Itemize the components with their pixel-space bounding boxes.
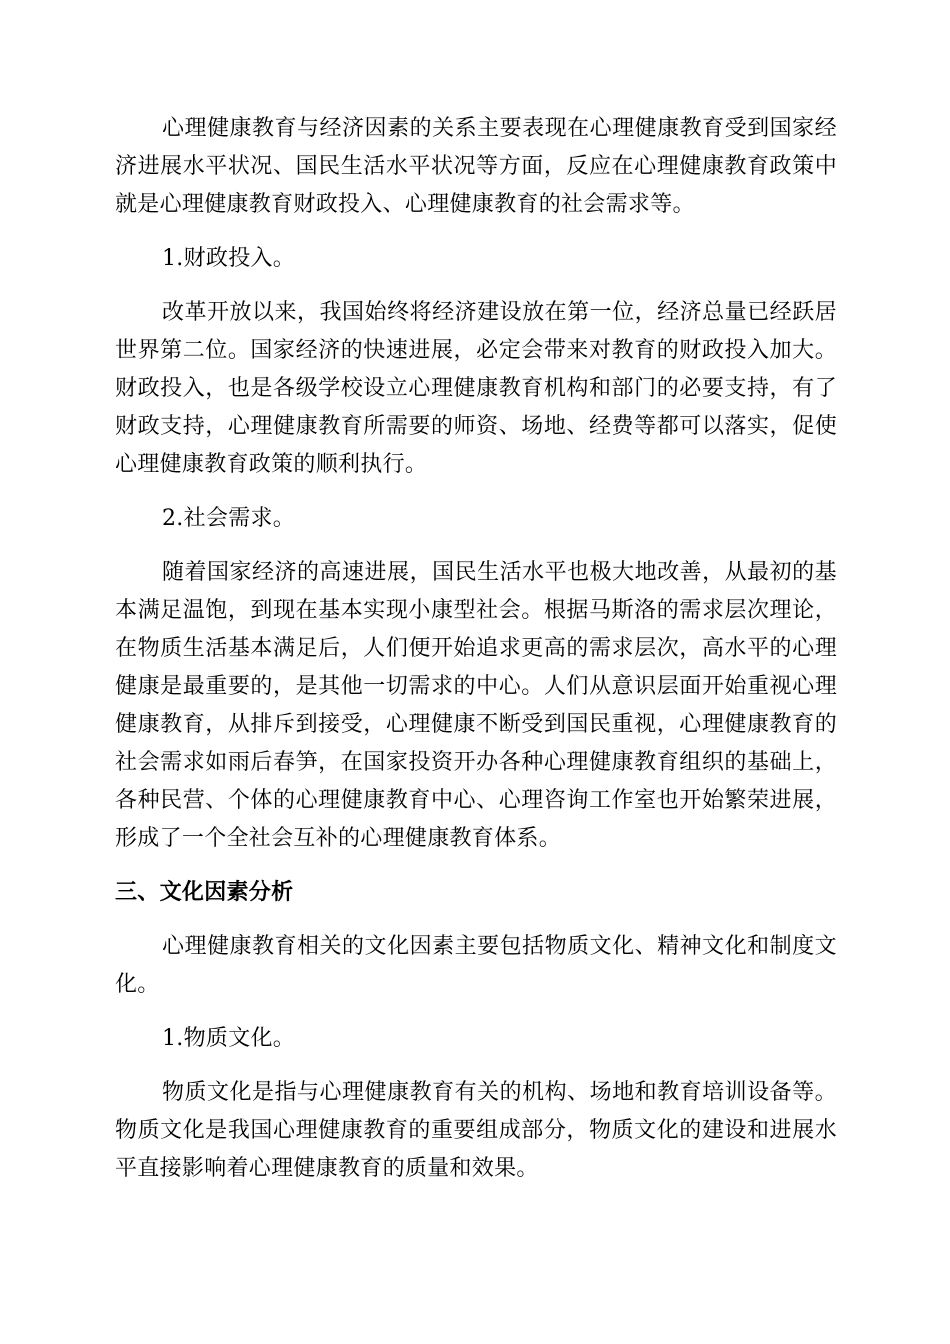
- subheading-fiscal-investment: 1.财政投入。: [162, 246, 296, 271]
- paragraph-material-culture: 物质文化是指与心理健康教育有关的机构、场地和教育培训设备等。物质文化是我国心理健康教育的重要组成部分，物质文化的建设和进展水平直接影响着心理健康教育的质量和效果。: [115, 1080, 837, 1181]
- paragraph-fiscal-investment: 改革开放以来，我国始终将经济建设放在第一位，经济总量已经跃居世界第二位。国家经济的快速进展，必定会带来对教育的财政投入加大。财政投入，也是各级学校设立心理健康教育机构和部门的必要支持，有了财政支持，心理健康教育所需要的师资、场地、经费等都可以落实，促使心理健康教育政策的顺利执行。: [115, 300, 837, 477]
- document-page: [115, 110, 837, 1204]
- paragraph-cultural-intro: 心理健康教育相关的文化因素主要包括物质文化、精神文化和制度文化。: [115, 934, 837, 997]
- subheading-material-culture: 1.物质文化。: [162, 1026, 296, 1051]
- paragraph-economic-intro: 心理健康教育与经济因素的关系主要表现在心理健康教育受到国家经济进展水平状况、国民生活水平状况等方面，反应在心理健康教育政策中就是心理健康教育财政投入、心理健康教育的社会需求等。: [115, 116, 837, 217]
- paragraph-social-demand: 随着国家经济的高速进展，国民生活水平也极大地改善，从最初的基本满足温饱，到现在基本实现小康型社会。根据马斯洛的需求层次理论，在物质生活基本满足后，人们便开始追求更高的需求层次，高水平的心理健康是最重要的，是其他一切需求的中心。人们从意识层面开始重视心理健康教育，从排斥到接受，心理健康不断受到国民重视，心理健康教育的社会需求如雨后春笋，在国家投资开办各种心理健康教育组织的基础上，各种民营、个体的心理健康教育中心、心理咨询工作室也开始繁荣进展，形成了一个全社会互补的心理健康教育体系。: [115, 560, 837, 851]
- subheading-social-demand: 2.社会需求。: [162, 506, 296, 531]
- section-heading-cultural-factors: 三、文化因素分析: [115, 880, 294, 905]
